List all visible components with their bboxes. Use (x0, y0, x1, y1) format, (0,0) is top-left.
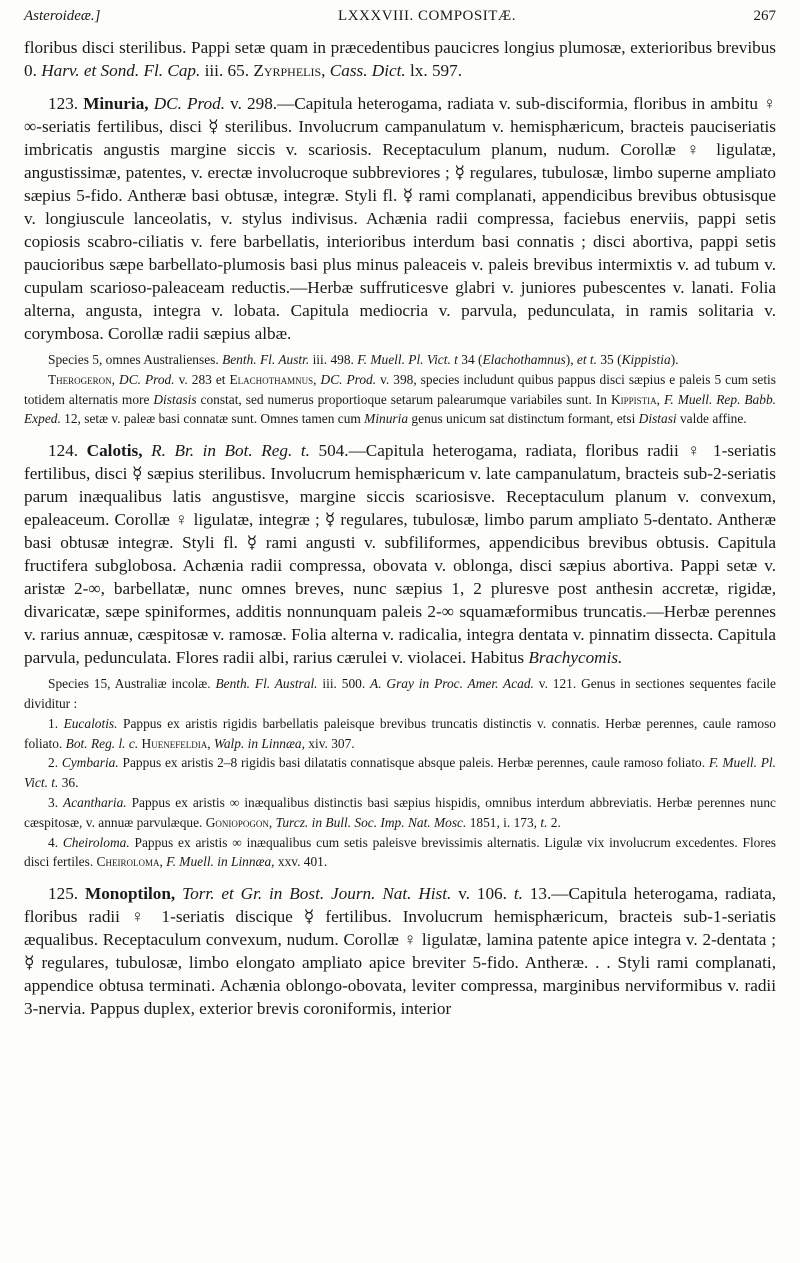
text-run: A. Gray in Proc. Amer. Acad. (370, 676, 534, 692)
text-run: iii. 500. (317, 676, 371, 692)
text-run: 3. (48, 794, 64, 810)
running-head (24, 8, 776, 36)
text-run: Elachothamnus, (229, 371, 317, 387)
note-paragraph (24, 674, 776, 714)
text-run: Cass. Dict. (329, 61, 406, 80)
text-run: 125. (48, 884, 85, 904)
text-run: DC. Prod. (153, 94, 226, 113)
text-run (143, 441, 152, 460)
text-run: Walp. in Linnæa, (213, 735, 305, 751)
note-paragraph (24, 833, 776, 873)
paragraph (24, 439, 776, 669)
text-run: Distasi (638, 411, 677, 427)
text-run: ). (670, 352, 679, 367)
text-run: 504.—Capitula heterogama, radiata, floribus radii ♀ 1-seriatis fertilibus, disci ☿ sæpius sterilibus. Involucrum hemisphæricum v. late campanulatum, bracteis sub-2-seriatis parum inæqualibus latis angustisve, margine siccis scariosisve. Receptaculum planum v. convexum, epaleaceum. Corollæ ♀ ligulatæ, integræ ; ☿ regulares, tubulosæ, limbo parum ampliato 5-dentato. Antheræ basi obtusæ integræ. Styli fl. ☿ rami angusti v. subfiliformes, appendicibus brevibus obtusis. Capitula fructifera subglobosa. Achænia radii compressa, obovata v. oblonga, disci sæpius abortiva. Pappi setæ v. aristæ 2-∞, barbellatæ, nunc omnes breves, nunc sæpius 1, 2 pluresve post anthesin accretæ, rigidæ, divaricatæ, sæpe spiniformes, additis nonnunquam paleis 2-∞ squamæformibus truncatis.—Herbæ perennes v. rarius annuæ, cæspitosæ v. ramosæ. Folia alterna v. radicalia, integra dentata v. pinnatim dissecta. Capitula parvula, pedunculata. Flores radii albi, rarius cærulei v. violacei. Habitus (24, 441, 777, 668)
paragraph (24, 36, 776, 82)
body-text (24, 36, 776, 1020)
paragraph (24, 92, 776, 345)
text-run: Huenefeldia, (141, 735, 211, 751)
text-run: Therogeron, (48, 371, 116, 387)
text-run: Pappus ex aristis rigidis barbellatis paleisque brevibus truncatis distinctis v. connatis. Herbæ perennes, caule ramoso foliato. (24, 715, 777, 751)
text-run: xiv. 307. (304, 735, 355, 751)
text-run: F. Muell. Pl. Vict. t. (24, 755, 776, 791)
text-run: 2. (48, 755, 62, 771)
text-run: Cymbaria. (61, 755, 119, 771)
text-run: R. Br. in Bot. Reg. t. (151, 441, 310, 461)
text-run: t. (540, 814, 548, 830)
text-run: v. 398, species includunt quibus pappus disci sæpius e paleis 5 cum setis totidem alternatis more (24, 371, 776, 407)
text-run: Pappus ex aristis ∞ inæqualibus cum setis paleisve brevissimis alternatis. Ligulæ vix involucrum excedentes. Flores disci fertiles. (24, 834, 776, 870)
text-run: floribus disci sterilibus. Pappi setæ quam in præcedentibus paucicres longius plumosæ, exterioribus brevibus 0. (24, 38, 776, 80)
text-run: F. Muell. in Linnæa, (166, 854, 275, 870)
text-run: Acantharia. (63, 794, 127, 810)
text-run: Pappus ex aristis ∞ inæqualibus distinctis basi sæpius hispidis, omnibus interdum abbreviatis. Herbæ perennes nunc cæspitosæ, v. annuæ parvulæque. (24, 794, 777, 830)
text-run: 1851, i. 173, (466, 814, 541, 830)
text-run: 35 ( (597, 352, 622, 367)
text-run: v. 121. Genus in sectiones sequentes facile dividitur : (24, 676, 776, 711)
text-run: xxv. 401. (274, 854, 328, 870)
text-run: 13.—Capitula heterogama, radiata, floribus radii ♀ 1-seriatis discique ☿ fertilibus. Involucrum hemisphæricum, bracteis sub-1-seriatis æqualibus. Receptaculum convexum, nudum. Corollæ ♀ ligulatæ, lamina patente apice integra v. 2-dentata ; ☿ regulares, tubulosæ, limbo elongato ampliato apice breviter 5-fido. Antheræ. . . Styli rami complanati, appendice obtusa terminati. Achænia oblongo-obovata, leviter compressa, marginibus nerviformibus v. radii 3-nervia. Pappus duplex, exterior brevis coroniformis, interior (24, 884, 776, 1019)
text-run: 12, setæ v. paleæ basi connatæ sunt. Omnes tamen cum (60, 411, 365, 427)
text-run: Benth. Fl. Austr. (222, 352, 310, 367)
text-run: Harv. et Sond. Fl. Cap. (41, 61, 201, 80)
genus-name: Monoptilon, (84, 884, 176, 904)
note-paragraph (24, 753, 776, 793)
text-run: lx. 597. (405, 61, 463, 80)
text-run: Kippistia (621, 352, 671, 367)
text-run: Cheiroloma. (62, 834, 130, 850)
text-run: Species 5, omnes Australienses. (48, 352, 223, 367)
text-run: v. 106. (451, 884, 514, 904)
text-run: iii. 498. (309, 352, 358, 367)
page-number: 267 (753, 8, 776, 24)
text-run: Kippistia, (610, 391, 660, 407)
text-run: DC. Prod. (320, 371, 377, 387)
text-run: et t. (576, 352, 598, 367)
genus-name: Calotis, (86, 441, 143, 461)
note-paragraph (24, 714, 776, 754)
text-run: F. Muell. Rep. Babb. Exped. (24, 391, 776, 427)
text-run: constat, sed numerus proportioque setarum palearumque variabiles sunt. In (196, 391, 611, 407)
text-run: valde affine. (676, 411, 747, 427)
text-run: Eucalotis. (63, 715, 118, 731)
text-run: 124. (48, 441, 87, 461)
text-run: Brachycomis. (528, 648, 623, 668)
text-run: DC. Prod. (119, 371, 175, 387)
text-run: Zyrphelis, (253, 61, 326, 80)
text-run: 34 ( (457, 352, 483, 367)
text-run: ), (565, 352, 577, 367)
text-run: Bot. Reg. l. c. (65, 735, 139, 751)
text-run: Minuria (364, 411, 409, 427)
text-run: Pappus ex aristis 2–8 rigidis basi dilatatis connatisque absque paleis. Herbæ perennes, caule ramoso foliato. (118, 755, 709, 771)
text-run: F. Muell. Pl. Vict. t (357, 352, 458, 367)
text-run: 2. (547, 814, 561, 830)
text-run: iii. 65. (200, 61, 254, 80)
running-head-section: Asteroideæ.] (24, 8, 101, 24)
paragraph (24, 882, 776, 1020)
text-run: 1. (48, 715, 64, 731)
text-run: Distasis (153, 391, 197, 407)
text-run: 123. (48, 94, 84, 113)
text-run: Species 15, Australiæ incolæ. (48, 676, 216, 692)
running-head-family: LXXXVIII. COMPOSITÆ. (338, 8, 516, 24)
text-run: Cheiroloma, (96, 854, 163, 870)
note-paragraph (24, 350, 776, 370)
text-run: Torr. et Gr. in Bost. Journ. Nat. Hist. (182, 884, 452, 904)
text-run: v. 283 et (174, 371, 230, 387)
text-run: Turcz. in Bull. Soc. Imp. Nat. Mosc. (275, 814, 467, 830)
note-paragraph (24, 370, 776, 429)
text-run: 4. (48, 834, 63, 850)
text-run: Benth. Fl. Austral. (215, 676, 318, 692)
text-run: Elachothamnus (482, 352, 566, 367)
text-run: v. 298.—Capitula heterogama, radiata v. sub-disciformia, floribus in ambitu ♀ ∞-seriatis fertilibus, disci ☿ sterilibus. Involucrum campanulatum v. hemisphæricum, bracteis pauciseriatis imbricatis angustis margine siccis v. scariosis. Receptaculum planum, nudum. Corollæ ♀ ligulatæ, angustissimæ, patentes, v. erectæ involucroque subbreviores ; ☿ regulares, tubulosæ, limbo superne ampliato sæpius 5-fido. Antheræ basi obtusæ, integræ. Styli fl. ☿ rami complanati, appendicibus brevibus obtusisque v. longiuscule lanceolatis, v. stylus indivisus. Achænia radii compressa, faciebus enerviis, pappi setis copiosis scabro-ciliatis v. fere barbellatis, interioribus interdum basi connatis ; disci abortiva, pappi setis paucioribus sæpe barbellato-plumosis basi plus minus paleaceis v. paleis brevibus intermixtis v. ad tubum v. cupulam scarioso-paleaceam reductis.—Herbæ suffruticesve glabri v. juniores pubescentes v. lanati. Folia alterna, angusta, integra v. lobata. Capitula mediocria v. parvula, pedunculata, in ramis solitaria v. corymbosa. Corollæ radii sæpius albæ. (24, 94, 776, 343)
text-run: Goniopogon, (205, 814, 273, 830)
genus-name: Minuria, (83, 94, 149, 113)
text-run: 36. (58, 775, 79, 791)
text-run: t. (513, 884, 523, 904)
text-run: genus unicum sat distinctum formant, etsi (408, 411, 639, 427)
note-paragraph (24, 793, 776, 833)
